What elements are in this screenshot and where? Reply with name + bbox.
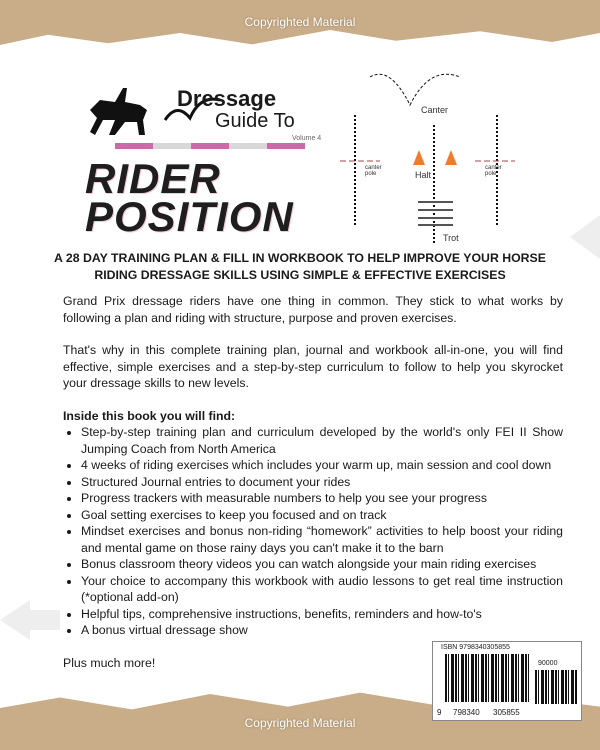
torn-paper-top bbox=[0, 0, 600, 60]
list-item: • Structured Journal entries to document your rides bbox=[81, 474, 563, 491]
prev-arrow-icon[interactable] bbox=[0, 600, 60, 640]
list-item: • Helpful tips, comprehensive instructions, benefits, reminders and how-to's bbox=[81, 606, 563, 623]
barcode-digits: 798340 bbox=[453, 708, 480, 717]
canter-label: Canter bbox=[421, 105, 449, 115]
feature-list bbox=[81, 424, 563, 639]
description bbox=[63, 293, 563, 671]
trot-label: Trot bbox=[443, 233, 459, 243]
book-title: RIDER POSITION bbox=[85, 155, 294, 240]
watermark-bottom: Copyrighted Material bbox=[244, 716, 356, 730]
barcode-digit: 9 bbox=[437, 708, 442, 717]
list-item: • Step-by-step training plan and curriculum developed by the world's only FEI II Show Jumping Coach from North America bbox=[81, 424, 563, 457]
headline: A 28 DAY TRAINING PLAN & FILL IN WORKBOOK TO HELP IMPROVE YOUR HORSE RIDING DRESSAGE SKILLS USING SIMPLE & EFFECTIVE EXERCISES bbox=[54, 251, 546, 282]
next-arrow-icon[interactable] bbox=[570, 215, 600, 259]
volume-label: Volume 4 bbox=[292, 135, 322, 142]
list-item: • Your choice to accompany this workbook with audio lessons to get real time instruction (*optional add-on) bbox=[81, 573, 563, 606]
series-title: Dressage bbox=[177, 86, 277, 111]
halt-label: Halt bbox=[415, 170, 432, 180]
price-bars bbox=[535, 670, 577, 704]
barcode-bars bbox=[445, 654, 530, 702]
list-item: • A bonus virtual dressage show bbox=[81, 622, 563, 639]
price-code: 90000 bbox=[538, 660, 558, 667]
list-item: • 4 weeks of riding exercises which includes your warm up, main session and cool down bbox=[81, 457, 563, 474]
canter-pole-left-label: canter pole bbox=[365, 165, 382, 177]
barcode-digits: 305855 bbox=[493, 708, 520, 717]
list-item: • Bonus classroom theory videos you can watch alongside your main riding exercises bbox=[81, 556, 563, 573]
closing-text: Plus much more! bbox=[63, 655, 156, 670]
watermark-top: Copyrighted Material bbox=[244, 15, 356, 29]
list-heading: Inside this book you will find: bbox=[63, 408, 236, 423]
pole-graphic bbox=[115, 143, 305, 149]
series-subtitle: Guide To bbox=[215, 110, 295, 132]
isbn-label: ISBN 9798340305855 bbox=[441, 644, 510, 651]
list-item: • Goal setting exercises to keep you focused and on track bbox=[81, 507, 563, 524]
isbn-barcode bbox=[432, 641, 582, 721]
exercise-diagram bbox=[335, 65, 535, 245]
paragraph: Grand Prix dressage riders have one thing in common. They stick to what works by following a plan and riding with structure, purpose and proven exercises. bbox=[63, 294, 563, 325]
paragraph: That's why in this complete training plan, journal and workbook all-in-one, you will find effective, simple exercises and a step-by-step curriculum to follow to help you skyrocket your dressage skills to new levels. bbox=[63, 343, 563, 390]
canter-pole-right-label: canter pole bbox=[485, 165, 502, 177]
list-item: • Progress trackers with measurable numbers to help you see your progress bbox=[81, 490, 563, 507]
list-item: • Mindset exercises and bonus non-riding “homework” activities to help boost your riding and mental game on those rainy days you can't make it to the barn bbox=[81, 523, 563, 556]
